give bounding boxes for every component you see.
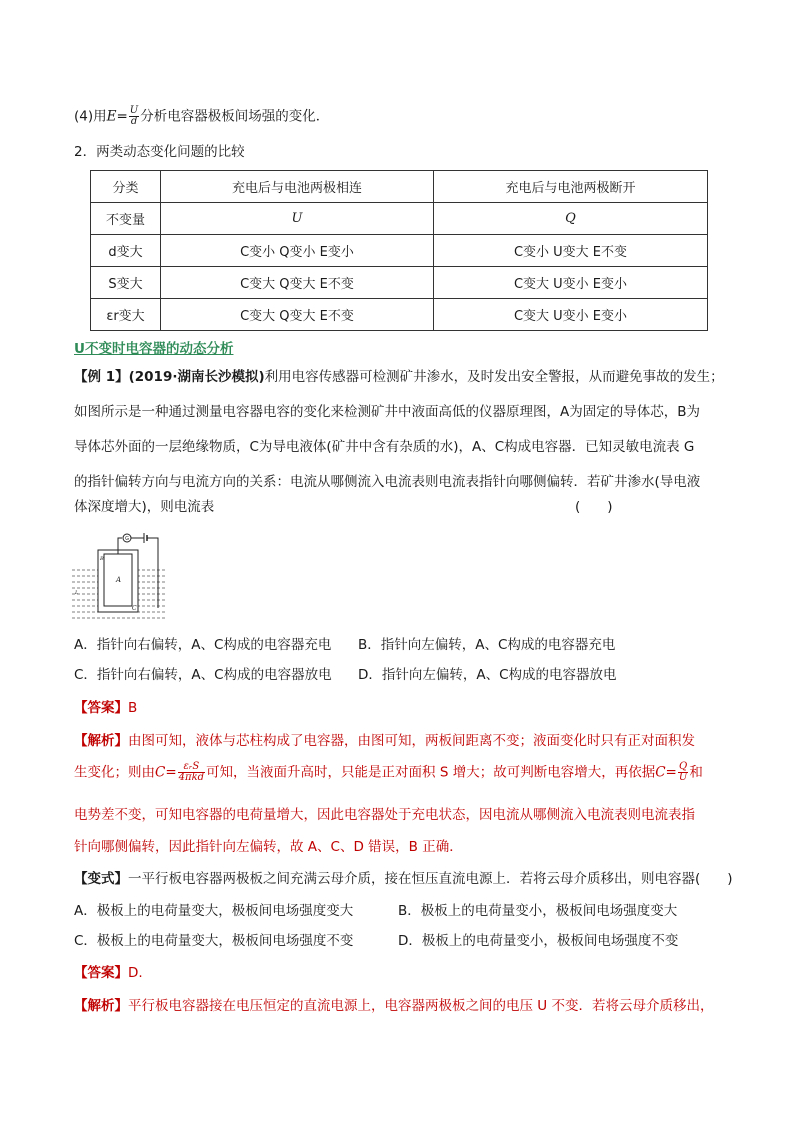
label-c: C (132, 605, 137, 612)
fraction-num: Q (678, 761, 688, 772)
example1-line4: 的指针偏转方向与电流方向的关系：电流从哪侧流入电流表则电流表指针向哪侧偏转．若矿井渗水(导电液 (74, 474, 701, 490)
example1-line3: 导体芯外面的一层绝缘物质，C为导电液体(矿井中含有杂质的水)，A、C构成电容器．已知灵敏电流表 G (74, 439, 695, 455)
table-cell: C变小 Q变小 E变小 (161, 235, 434, 267)
section-heading: U不变时电容器的动态分析 (74, 341, 234, 357)
item4-suffix: 分析电容器极板间场强的变化． (140, 108, 330, 125)
variant-question (74, 869, 733, 889)
table-cell: C变小 U变大 E不变 (434, 235, 708, 267)
example1-option-c: C．指针向右偏转，A、C构成的电容器放电 (74, 667, 332, 683)
capacitance-fraction (178, 762, 205, 783)
label-g: G (125, 536, 129, 542)
answer-tag: 【答案】 (74, 965, 128, 981)
table-cell: C变大 U变小 E变小 (434, 299, 708, 331)
table-cell: C变大 Q变大 E不变 (161, 267, 434, 299)
table-cell: U (161, 203, 434, 235)
table-row (91, 235, 708, 267)
item4-var: E (106, 108, 117, 125)
example1-line5: 体深度增大)，则电流表 (74, 499, 215, 515)
variant-option-d: D．极板上的电荷量变小，极板间电场强度不变 (398, 933, 679, 949)
answer-blank: ( ) (575, 499, 613, 515)
variant-analysis (74, 996, 713, 1016)
example1-analysis-line1 (74, 731, 695, 751)
variant-option-a: A．极板上的电荷量变大，极板间电场强度变大 (74, 903, 354, 919)
variant-answer (74, 963, 143, 983)
example1-analysis-line4: 针向哪侧偏转，因此指针向左偏转，故 A、C、D 错误，B 正确． (74, 839, 463, 855)
intro-item4 (74, 106, 329, 127)
analysis-formula-c2: C= (655, 764, 677, 781)
analysis-text: 生变化；则由 (74, 764, 155, 781)
example1-option-b: B．指针向左偏转，A、C构成的电容器充电 (358, 637, 616, 653)
analysis-formula-c: C= (155, 764, 177, 781)
comparison-table (90, 170, 708, 331)
example1-answer (74, 698, 137, 718)
variant-tag: 【变式】 (74, 871, 128, 887)
fraction-num: εᵣS (178, 762, 205, 773)
table-cell: C变大 U变小 E变小 (434, 267, 708, 299)
example-tag: 【例 1】 (74, 369, 129, 385)
example1-analysis-line3: 电势差不变，可知电容器的电荷量增大，因此电容器处于充电状态，因电流从哪侧流入电流表则电流表指 (74, 807, 695, 823)
analysis-text: 平行板电容器接在电压恒定的直流电源上，电容器两极板之间的电压 U 不变．若将云母介质移出， (128, 998, 714, 1014)
item4-fraction (129, 106, 139, 127)
table-row (91, 299, 708, 331)
analysis-text: 可知，当液面升高时，只能是正对面积 S 增大；故可判断电容增大，再依据 (206, 764, 656, 781)
table-cell: d变大 (91, 235, 161, 267)
example1-option-a: A．指针向右偏转，A、C构成的电容器充电 (74, 637, 332, 653)
fraction-den: U (678, 772, 688, 783)
table-header-row (91, 171, 708, 203)
variant-text: 一平行板电容器两极板之间充满云母介质，接在恒压直流电源上．若将云母介质移出，则电容器( ) (128, 871, 733, 887)
item4-num: U (129, 105, 139, 116)
analysis-tag: 【解析】 (74, 998, 128, 1014)
table-header: 充电后与电池两极断开 (434, 171, 708, 203)
example-source: (2019·湖南长沙模拟) (128, 369, 265, 385)
variant-option-c: C．极板上的电荷量变大，极板间电场强度不变 (74, 933, 354, 949)
table-cell: Q (434, 203, 708, 235)
capacitor-sensor-diagram (70, 530, 170, 626)
example1-option-d: D．指针向左偏转，A、C构成的电容器放电 (358, 667, 617, 683)
item4-den: d (130, 116, 138, 127)
table-row (91, 267, 708, 299)
table-cell: S变大 (91, 267, 161, 299)
example1-line2: 如图所示是一种通过测量电容器电容的变化来检测矿井中液面高低的仪器原理图，A为固定的导体芯，B为 (74, 404, 700, 420)
fraction-den: 4πkd (178, 772, 205, 783)
example1-analysis-line2 (74, 762, 703, 783)
qu-fraction (678, 762, 688, 783)
table-header: 充电后与电池两极相连 (161, 171, 434, 203)
label-l: L (75, 590, 79, 596)
example-text: 利用电容传感器可检测矿井渗水，及时发出安全警报，从而避免事故的发生； (264, 369, 724, 385)
example1-line1 (74, 367, 724, 387)
item4-prefix: (4)用 (74, 108, 107, 125)
answer-value: B (128, 700, 138, 716)
answer-tag: 【答案】 (74, 700, 128, 716)
analysis-text: 和 (689, 764, 703, 781)
analysis-text: 由图可知，液体与芯柱构成了电容器，由图可知，两板间距离不变；液面变化时只有正对面积发 (128, 733, 695, 749)
item2-title: 2．两类动态变化问题的比较 (74, 144, 245, 160)
analysis-tag: 【解析】 (74, 733, 128, 749)
label-a: A (116, 576, 122, 584)
item4-eq: = (116, 108, 128, 125)
table-cell: 不变量 (91, 203, 161, 235)
table-header: 分类 (91, 171, 161, 203)
table-cell: εr变大 (91, 299, 161, 331)
table-row (91, 203, 708, 235)
variant-option-b: B．极板上的电荷量变小，极板间电场强度变大 (398, 903, 678, 919)
table-cell: C变大 Q变大 E不变 (161, 299, 434, 331)
answer-value: D. (128, 965, 143, 981)
label-b: B (100, 556, 104, 562)
